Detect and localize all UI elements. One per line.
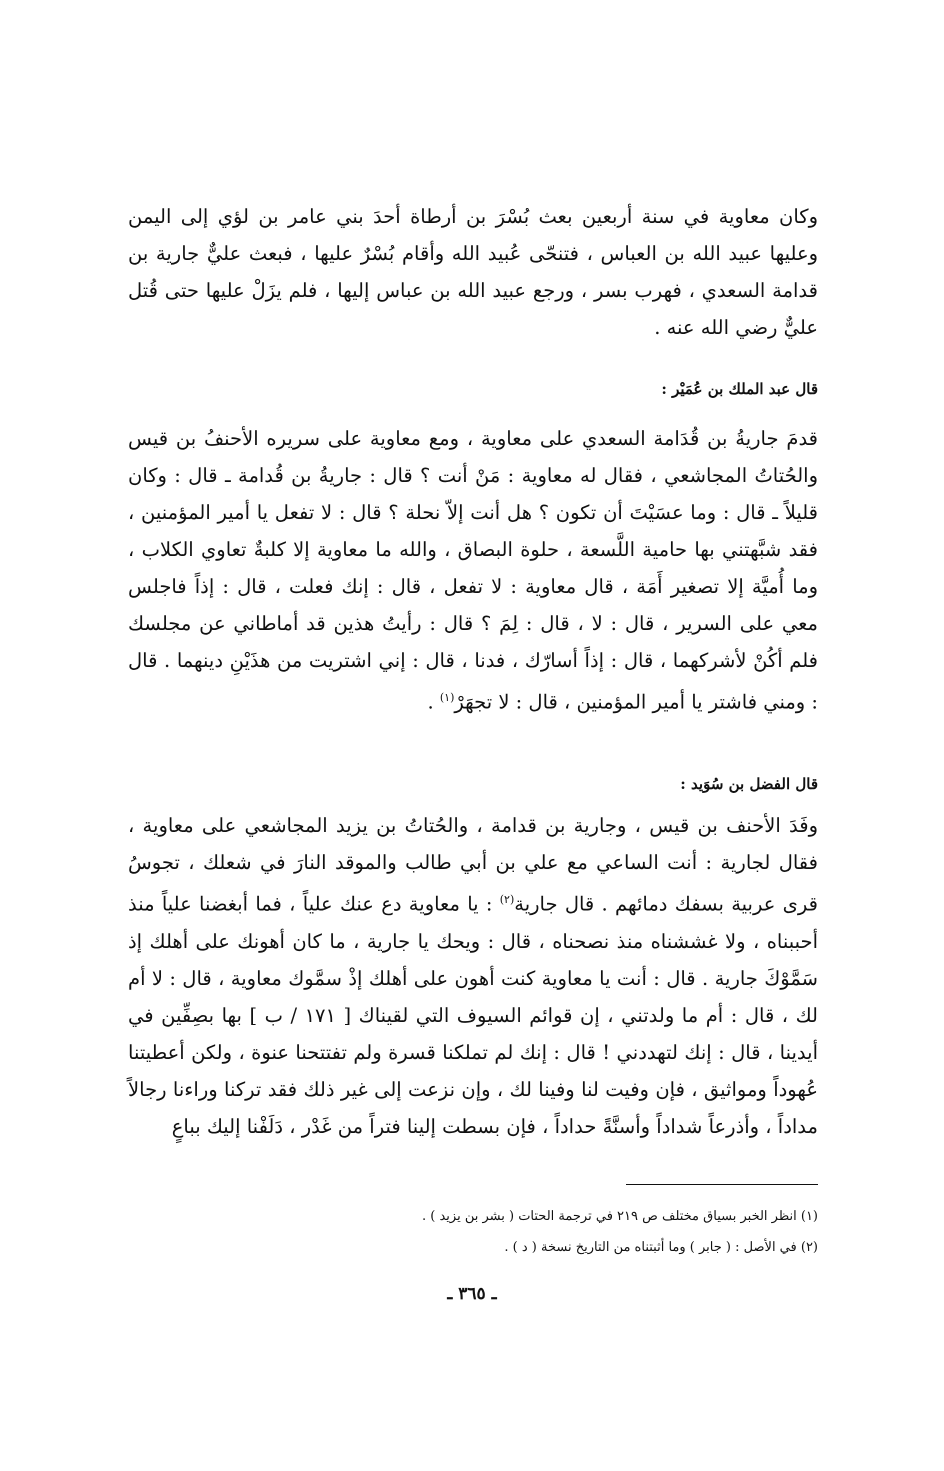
paragraph-block-1 xyxy=(128,198,818,346)
section-heading-2: قال الفضل بن سُوَيد : xyxy=(680,775,818,793)
footnote-separator xyxy=(626,1184,818,1185)
footnote-1: (١) انظر الخبر بسياق مختلف ص ٢١٩ في ترجمة الحتات ( بشر بن يزيد ) . xyxy=(421,1209,818,1224)
paragraph-3-text-b: : يا معاوية دع عنك علياً ، فما أبغضنا علياً منذ أحببناه ، ولا غششناه منذ نصحناه ، قال : ويحك يا جارية ، ما كان أهونك على أهلك إذ سَمَّوْكَ جارية . قال : أنت يا معاوية كنت أهون على أهلك إذْ سمَّوك معاوية ، قال : لا أم لك ، قال : أم ما ولدتني ، إن قوائم السيوف التي لقيناك [ ١٧١ / ب ] بها بصِفِّين في أيدينا ، قال : إنك لتهددني ! قال : إنك لم تملكنا قسرة ولم تفتتحنا عنوة ، ولكن أعطيتنا عُهوداً ومواثيق ، فإن وفيت لنا وفينا لك ، وإن نزعت إلى غير ذلك فقد تركنا وراءنا رجالاً مداداً ، وأذرعاً شداداً وأسنَّةً حداداً ، فإن بسطت إلينا فتراً من غَدْر ، دَلَفْنا إليك بباعٍ xyxy=(128,892,818,1138)
section-heading-1: قال عبد الملك بن عُمَيْر : xyxy=(661,380,818,398)
paragraph-2-text: قدمَ جاريةُ بن قُدَامة السعدي على معاوية ، ومع معاوية على سريره الأحنفُ بن قيس والحُتاتُ المجاشعي ، فقال له معاوية : مَنْ أنت ؟ قال : جاريةُ بن قُدامة ـ قال : وكان قليلاً ـ قال : وما عسَيْتَ أن تكون ؟ هل أنت إلاّ نحلة ؟ قال : لا تفعل يا أمير المؤمنين ، فقد شبَّهتني بها حامية اللَّسعة ، حلوة البصاق ، والله ما معاوية إلا كلبةٌ تعاوي الكلاب ، وما أُميَّة إلا تصغير أَمَة ، قال معاوية : لا تفعل ، قال : إنك فعلت ، قال : إذاً فاجلس معي على السرير ، قال : لا ، قال : لِمَ ؟ قال : رأيتُ هذين قد أماطاني عن مجلسك فلم أكُنْ لأشركهما ، قال : إذاً أسارّك ، فدنا ، قال : إني اشتريت من هذَيْنِ دينهما . قال : ومني فاشتر يا أمير المؤمنين ، قال : لا تجهَرْ xyxy=(128,427,818,714)
paragraph-2-end: . xyxy=(427,690,440,714)
paragraph-block-2 xyxy=(128,420,818,721)
paragraph-block-3 xyxy=(128,807,818,1145)
page-number: ـ ٣٦٥ ـ xyxy=(447,1284,497,1304)
footnote-2: (٢) في الأصل : ( جابر ) وما أثبتناه من التاريخ نسخة ( د ) . xyxy=(504,1240,818,1255)
paragraph-3 xyxy=(128,807,818,1145)
paragraph-3-text-a: وفَدَ الأحنف بن قيس ، وجارية بن قدامة ، والحُتاتُ بن يزيد المجاشعي على معاوية ، فقال لجارية : أنت الساعي مع علي بن أبي طالب والموقد النارَ في شعلك ، تجوسُ قرى عربية بسفك دمائهم . قال جارية xyxy=(128,814,818,916)
footnote-ref-1: (١) xyxy=(439,691,455,704)
paragraph-1: وكان معاوية في سنة أربعين بعث بُسْرَ بن أرطاة أحدَ بني عامر بن لؤي إلى اليمن وعليها عبيد الله بن العباس ، فتنحّى عُبيد الله وأقام بُسْرٌ عليها ، فبعث عليٌّ جارية بن قدامة السعدي ، فهرب بسر ، ورجع عبيد الله بن عباس إليها ، فلم يزَلْ عليها حتى قُتل عليٌّ رضي الله عنه . xyxy=(128,205,818,339)
footnote-ref-2: (٢) xyxy=(499,893,515,906)
paragraph-2 xyxy=(128,420,818,721)
